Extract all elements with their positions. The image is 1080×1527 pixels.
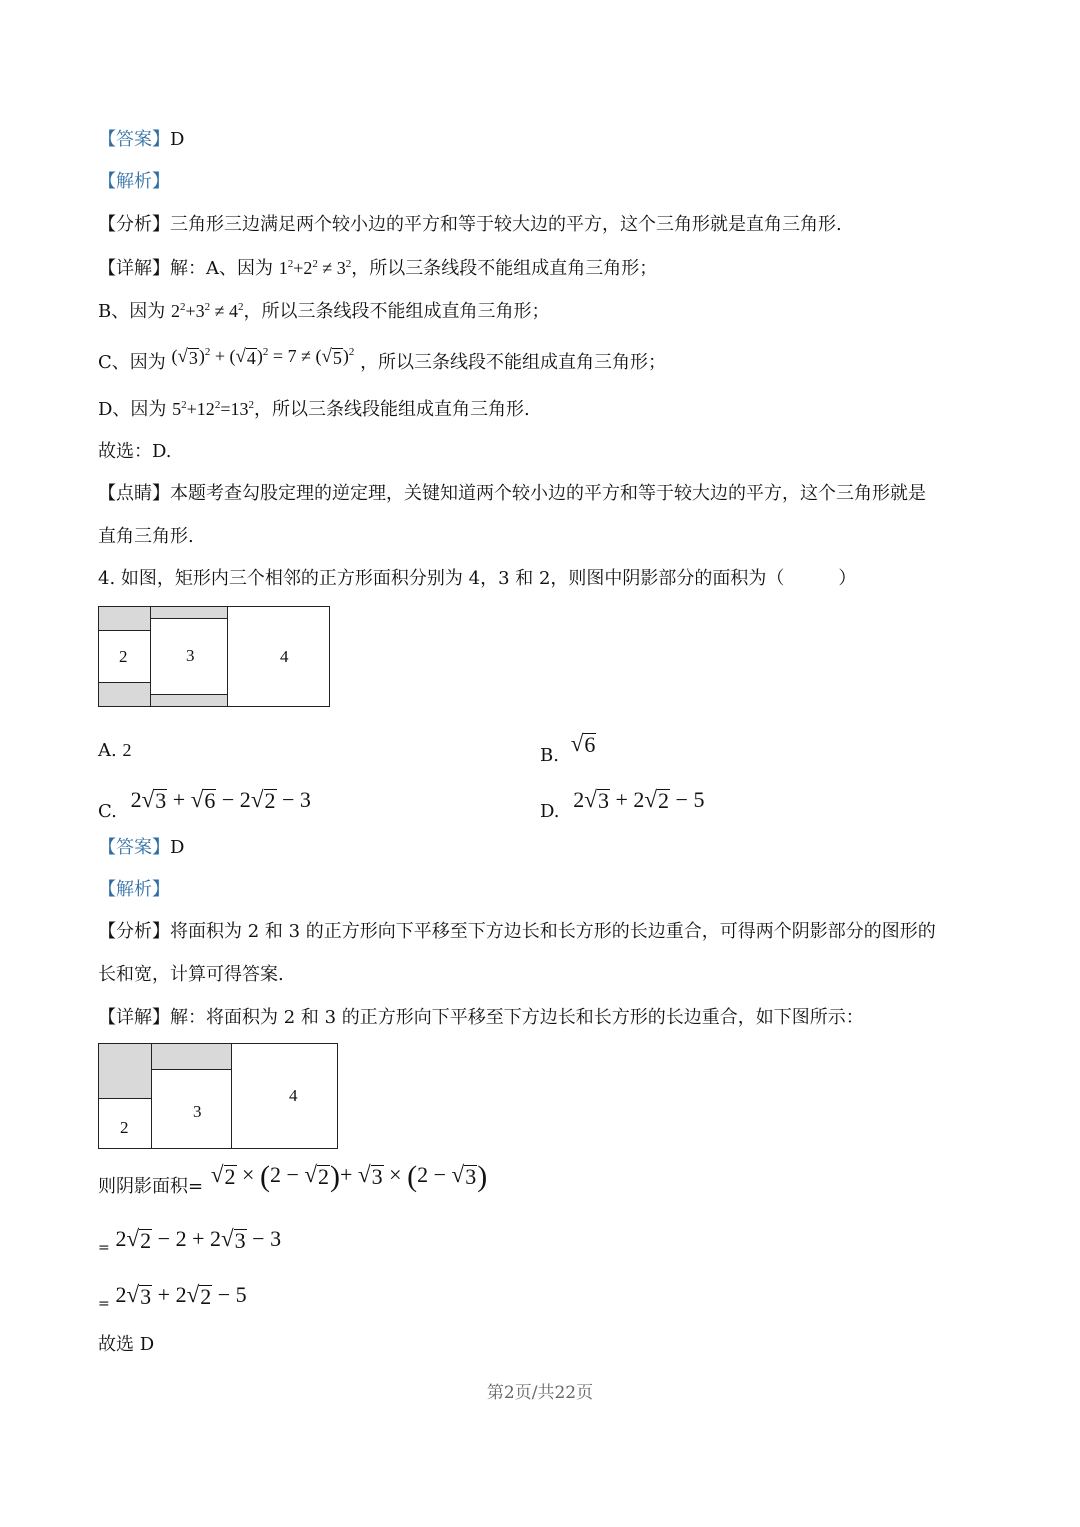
q4-answer-line [98,836,184,860]
square-area-3 [151,1069,232,1149]
q3-line-d [98,397,530,422]
line-a-tail: ，所以三条线段不能组成直角三角形； [351,258,658,279]
fenxi-tag: 【分析】 [98,921,170,942]
q3-line-b [98,299,550,324]
dianjing-tag: 【点睛】 [98,483,170,504]
option-a-label: A. [98,740,123,761]
dianjing-text1: 本题考查勾股定理的逆定理，关键知道两个较小边的平方和等于较大边的平方，这个三角形就是 [170,483,926,504]
q3-dianjing-line1 [98,482,926,506]
q4-fenxi-line1 [98,920,936,944]
option-a [98,740,131,761]
option-a-value: 2 [122,740,132,760]
calc-step-2-expr: 2 √ 3 + 2 √ 2 − 5 [115,1281,247,1309]
q3-dianjing-line2: 直角三角形. [98,526,194,547]
q4-fenxi-line2: 长和宽，计算可得答案. [98,964,284,985]
eq-d: $5^2+12^2=13^2$ [172,399,254,419]
option-c-label: C. [98,801,117,822]
shaded-top-left [98,606,151,631]
label-3: 3 [186,646,195,665]
option-b-label: B. [540,745,559,766]
q4-analysis-tag: 【解析】 [98,879,170,900]
eq-a: $1^2+2^2 \ne 3^2$ [278,258,352,278]
q4-xiangjie-line [98,1006,864,1030]
line-d-tail: ，所以三条线段能组成直角三角形. [253,399,530,420]
answer-tag: 【答案】 [98,837,170,858]
option-b [540,730,596,766]
q4-stem: 4. 如图，矩形内三个相邻的正方形面积分别为 4，3 和 2，则图中阴影部分的面积为（ ） [98,568,857,589]
label-4: 4 [289,1086,298,1105]
answer-tag: 【答案】 [98,129,170,150]
xiangjie-tag: 【详解】 [98,258,170,279]
shade-area-expr: √ 2 × (2 − √ 2 )+ √ 3 × (2 − √ 3 ) [210,1160,488,1193]
q3-line-c [98,346,667,375]
option-d-value: 2 √ 3 + 2 √ 2 − 5 [573,786,705,813]
label-4: 4 [280,647,289,666]
square-area-4 [231,1043,338,1149]
page-footer: 第2页/共22页 [486,1383,594,1403]
label-2: 2 [120,1118,129,1137]
calc-step-2 [98,1282,247,1310]
xiangjie-tag: 【详解】 [98,1007,170,1028]
xiangjie-prefix: 解：A、因为 [170,258,279,279]
answer-value: D [170,129,185,150]
eq-sign: = [98,1296,110,1312]
shaded-middle [151,1043,232,1070]
label-3: 3 [193,1102,202,1121]
q3-answer-line [98,128,184,152]
q3-analysis-tag: 【解析】 [98,171,170,192]
fenxi-text: 三角形三边满足两个较小边的平方和等于较大边的平方，这个三角形就是直角三角形. [170,214,842,235]
q3-choose: 故选：D. [98,441,172,462]
fenxi-tag: 【分析】 [98,214,170,235]
q4-figure-original [98,606,330,707]
calc-step-1 [98,1226,281,1254]
square-area-4 [227,606,330,707]
xiangjie-text: 解：将面积为 2 和 3 的正方形向下平移至下方边长和长方形的长边重合，如下图所示： [170,1007,864,1028]
q3-fenxi-line [98,213,842,237]
q4-choose: 故选 D [98,1334,155,1355]
fenxi-text1: 将面积为 2 和 3 的正方形向下平移至下方边长和长方形的长边重合，可得两个阴影部分的图形的 [170,921,936,942]
option-c [98,786,311,822]
shaded-left [98,1043,152,1099]
eq-c: ( √ 3 )$^2$ + ( √ 4 )$^2$ = 7 ≠ ( √ 5 )$^2$ [171,346,355,368]
q4-figure-moved [98,1043,338,1149]
answer-value: D [170,837,185,858]
label-2: 2 [119,647,128,666]
option-d [540,786,705,822]
line-d-prefix: D、因为 [98,399,173,420]
shaded-bottom-middle [150,694,228,707]
line-c-prefix: C、因为 [98,352,166,373]
line-c-tail: ，所以三条线段不能组成直角三角形； [360,352,667,373]
eq-sign: = [98,1240,110,1256]
eq-b: $2^2+3^2 \ne 4^2$ [170,301,244,321]
shaded-bottom-left [98,682,151,707]
option-c-value: 2 √ 3 + √ 6 − 2 √ 2 − 3 [130,786,311,813]
option-b-value: √ 6 [570,730,596,757]
q3-line-a [98,256,657,281]
line-b-tail: ，所以三条线段不能组成直角三角形； [243,301,550,322]
line-b-prefix: B、因为 [98,301,171,322]
shade-area-label: 则阴影面积= [98,1176,204,1197]
option-d-label: D. [540,801,560,822]
shade-area-line [98,1160,488,1197]
calc-step-1-expr: 2 √ 2 − 2 + 2 √ 3 − 3 [115,1225,282,1253]
